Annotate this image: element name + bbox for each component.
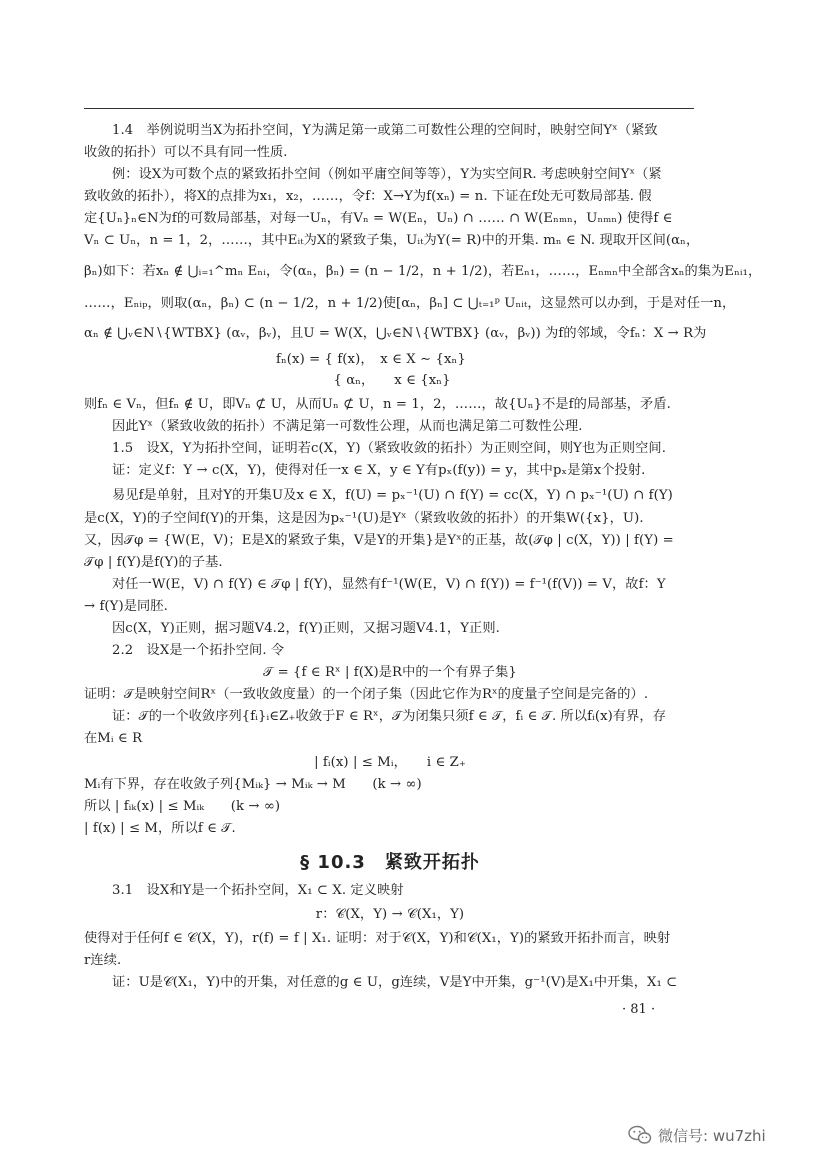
formula-line: | fᵢ(x) | ≤ Mᵢ， i ∈ Z₊ bbox=[314, 755, 466, 770]
text-line: 使得对于任何f ∈ 𝒞(X，Y)，r(f) = f | X₁. 证明：对于𝒞(X，Y)和𝒞(X₁，Y)的紧致开拓扑而言，映射 bbox=[84, 931, 671, 946]
text-line: 是c(X，Y)的子空间f(Y)的开集，这是因为pₓ⁻¹(U)是Yˣ（紧致收敛的拓扑）的开集W({x}，U). bbox=[84, 511, 644, 526]
text-line: 例：设X为可数个点的紧致拓扑空间（例如平庸空间等等），Y为实空间R. 考虑映射空间Yˣ（紧 bbox=[112, 167, 662, 182]
formula-line: fₙ(x) = { f(x)， x ∈ X ∼ {xₙ} bbox=[276, 352, 466, 367]
text-line: Vₙ ⊂ Uₙ，n = 1，2，……，其中Eᵢₜ为X的紧致子集，Uᵢₜ为Y(= R)中的开集. mₙ ∈ N. 现取开区间(αₙ， bbox=[84, 233, 700, 248]
text-line: 因c(X，Y)正则，据习题V4.2，f(Y)正则，又据习题V4.1，Y正则. bbox=[112, 621, 500, 636]
text-line: 在Mᵢ ∈ R bbox=[84, 731, 143, 746]
watermark bbox=[628, 1124, 766, 1146]
watermark-text: 微信号: wu7zhi bbox=[658, 1126, 766, 1145]
text-line: | f(x) | ≤ M，所以f ∈ 𝒯. bbox=[84, 821, 236, 836]
text-line: 所以 | fᵢₖ(x) | ≤ Mᵢₖ (k → ∞) bbox=[84, 799, 281, 814]
text-line: 3.1 设X和Y是一个拓扑空间，X₁ ⊂ X. 定义映射 bbox=[112, 883, 404, 898]
text-line: 收敛的拓扑）可以不具有同一性质. bbox=[84, 145, 288, 160]
text-line: Mᵢ有下界，存在收敛子列{Mᵢₖ} → Mᵢₖ → M (k → ∞) bbox=[84, 777, 422, 792]
header-rule bbox=[84, 108, 694, 109]
text-line: αₙ ∉ ⋃ᵥ∈N∖{WTBX} (αᵥ，βᵥ)，且U = W(X，⋃ᵥ∈N∖{WTBX} (αᵥ，βᵥ)) 为f的邻域，令fₙ：X → R为 bbox=[84, 326, 707, 341]
text-line: 1.5 设X，Y为拓扑空间，证明若c(X，Y)（紧致收敛的拓扑）为正则空间，则Y也为正则空间. bbox=[112, 441, 666, 456]
text-line: 致收敛的拓扑），将X的点排为x₁，x₂，……，令f：X→Y为f(xₙ) = n. 下证在f处无可数局部基. 假 bbox=[84, 189, 652, 204]
formula-line: 𝒯 = {f ∈ Rˣ | f(X)是R中的一个有界子集} bbox=[263, 665, 517, 680]
text-line: 则fₙ ∈ Vₙ，但fₙ ∉ U，即Vₙ ⊄ U，从而Uₙ ⊄ U，n = 1，2，……，故{Uₙ}不是f的局部基，矛盾. bbox=[84, 397, 671, 412]
text-line: r连续. bbox=[84, 953, 122, 968]
text-line: 2.2 设X是一个拓扑空间. 令 bbox=[112, 643, 285, 658]
text-line: 证：𝒯的一个收敛序列{fᵢ}ᵢ∈Z₊收敛于F ∈ Rˣ，𝒯为闭集只须f ∈ 𝒯，fᵢ ∈ 𝒯. 所以fᵢ(x)有界，存 bbox=[112, 709, 667, 724]
text-line: 证：定义f：Y → c(X，Y)，使得对任一x ∈ X，y ∈ Y有pₓ(f(y)) = y，其中pₓ是第x个投射. bbox=[112, 463, 646, 478]
text-line: 因此Yˣ（紧致收敛的拓扑）不满足第一可数性公理，从而也满足第二可数性公理. bbox=[112, 419, 583, 434]
text-line: 对任一W(E，V) ∩ f(Y) ∈ 𝒯φ | f(Y)，显然有f⁻¹(W(E，V) ∩ f(Y)) = f⁻¹(f(V)) = V，故f：Y bbox=[112, 577, 666, 592]
text-line: 又，因𝒯φ = {W(E，V)；E是X的紧致子集，V是Y的开集}是Yˣ的正基，故(𝒯φ | c(X，Y)) | f(Y) = bbox=[84, 533, 674, 548]
text-line: βₙ)如下：若xₙ ∉ ⋃ᵢ₌₁^mₙ Eₙᵢ，令(αₙ，βₙ) = (n − 1/2，n + 1/2)，若Eₙ₁，……，Eₙₘₙ中全部含xₙ的集为Eₙᵢ₁， bbox=[84, 264, 762, 279]
wechat-icon bbox=[628, 1125, 652, 1145]
page-number: · 81 · bbox=[622, 1002, 656, 1017]
formula-line: r：𝒞(X，Y) → 𝒞(X₁，Y) bbox=[315, 907, 465, 922]
text-line: ……，Eₙᵢₚ，则取(αₙ，βₙ) ⊂ (n − 1/2，n + 1/2)使[αₙ，βₙ] ⊂ ⋃ₜ₌₁ᵖ Uₙᵢₜ，这显然可以办到，于是对任一n， bbox=[84, 296, 736, 311]
text-line: 定{Uₙ}ₙ∈N为f的可数局部基，对每一Uₙ，有Vₙ = W(Eₙ，Uₙ) ∩ …… ∩ W(Eₙₘₙ，Uₙₘₙ) 使得f ∈ bbox=[84, 211, 673, 226]
formula-line: { αₙ， x ∈ {xₙ} bbox=[276, 373, 451, 388]
text-line: 𝒯φ | f(Y)是f(Y)的子基. bbox=[84, 555, 223, 570]
text-line: → f(Y)是同胚. bbox=[84, 599, 168, 614]
text-line: 易见f是单射，且对Y的开集U及x ∈ X，f(U) = pₓ⁻¹(U) ∩ f(Y) = cc(X，Y) ∩ pₓ⁻¹(U) ∩ f(Y) bbox=[112, 488, 673, 503]
section-title: § 10.3 紧致开拓扑 bbox=[300, 852, 480, 873]
text-line: 证明：𝒯是映射空间Rˣ（一致收敛度量）的一个闭子集（因此它作为Rˣ的度量子空间是完备的）. bbox=[84, 687, 649, 702]
text-line: 1.4 举例说明当X为拓扑空间，Y为满足第一或第二可数性公理的空间时，映射空间Yˣ（紧致 bbox=[112, 123, 658, 138]
text-line: 证：U是𝒞(X₁，Y)中的开集，对任意的g ∈ U，g连续，V是Y中开集，g⁻¹(V)是X₁中开集，X₁ ⊂ bbox=[112, 975, 678, 990]
